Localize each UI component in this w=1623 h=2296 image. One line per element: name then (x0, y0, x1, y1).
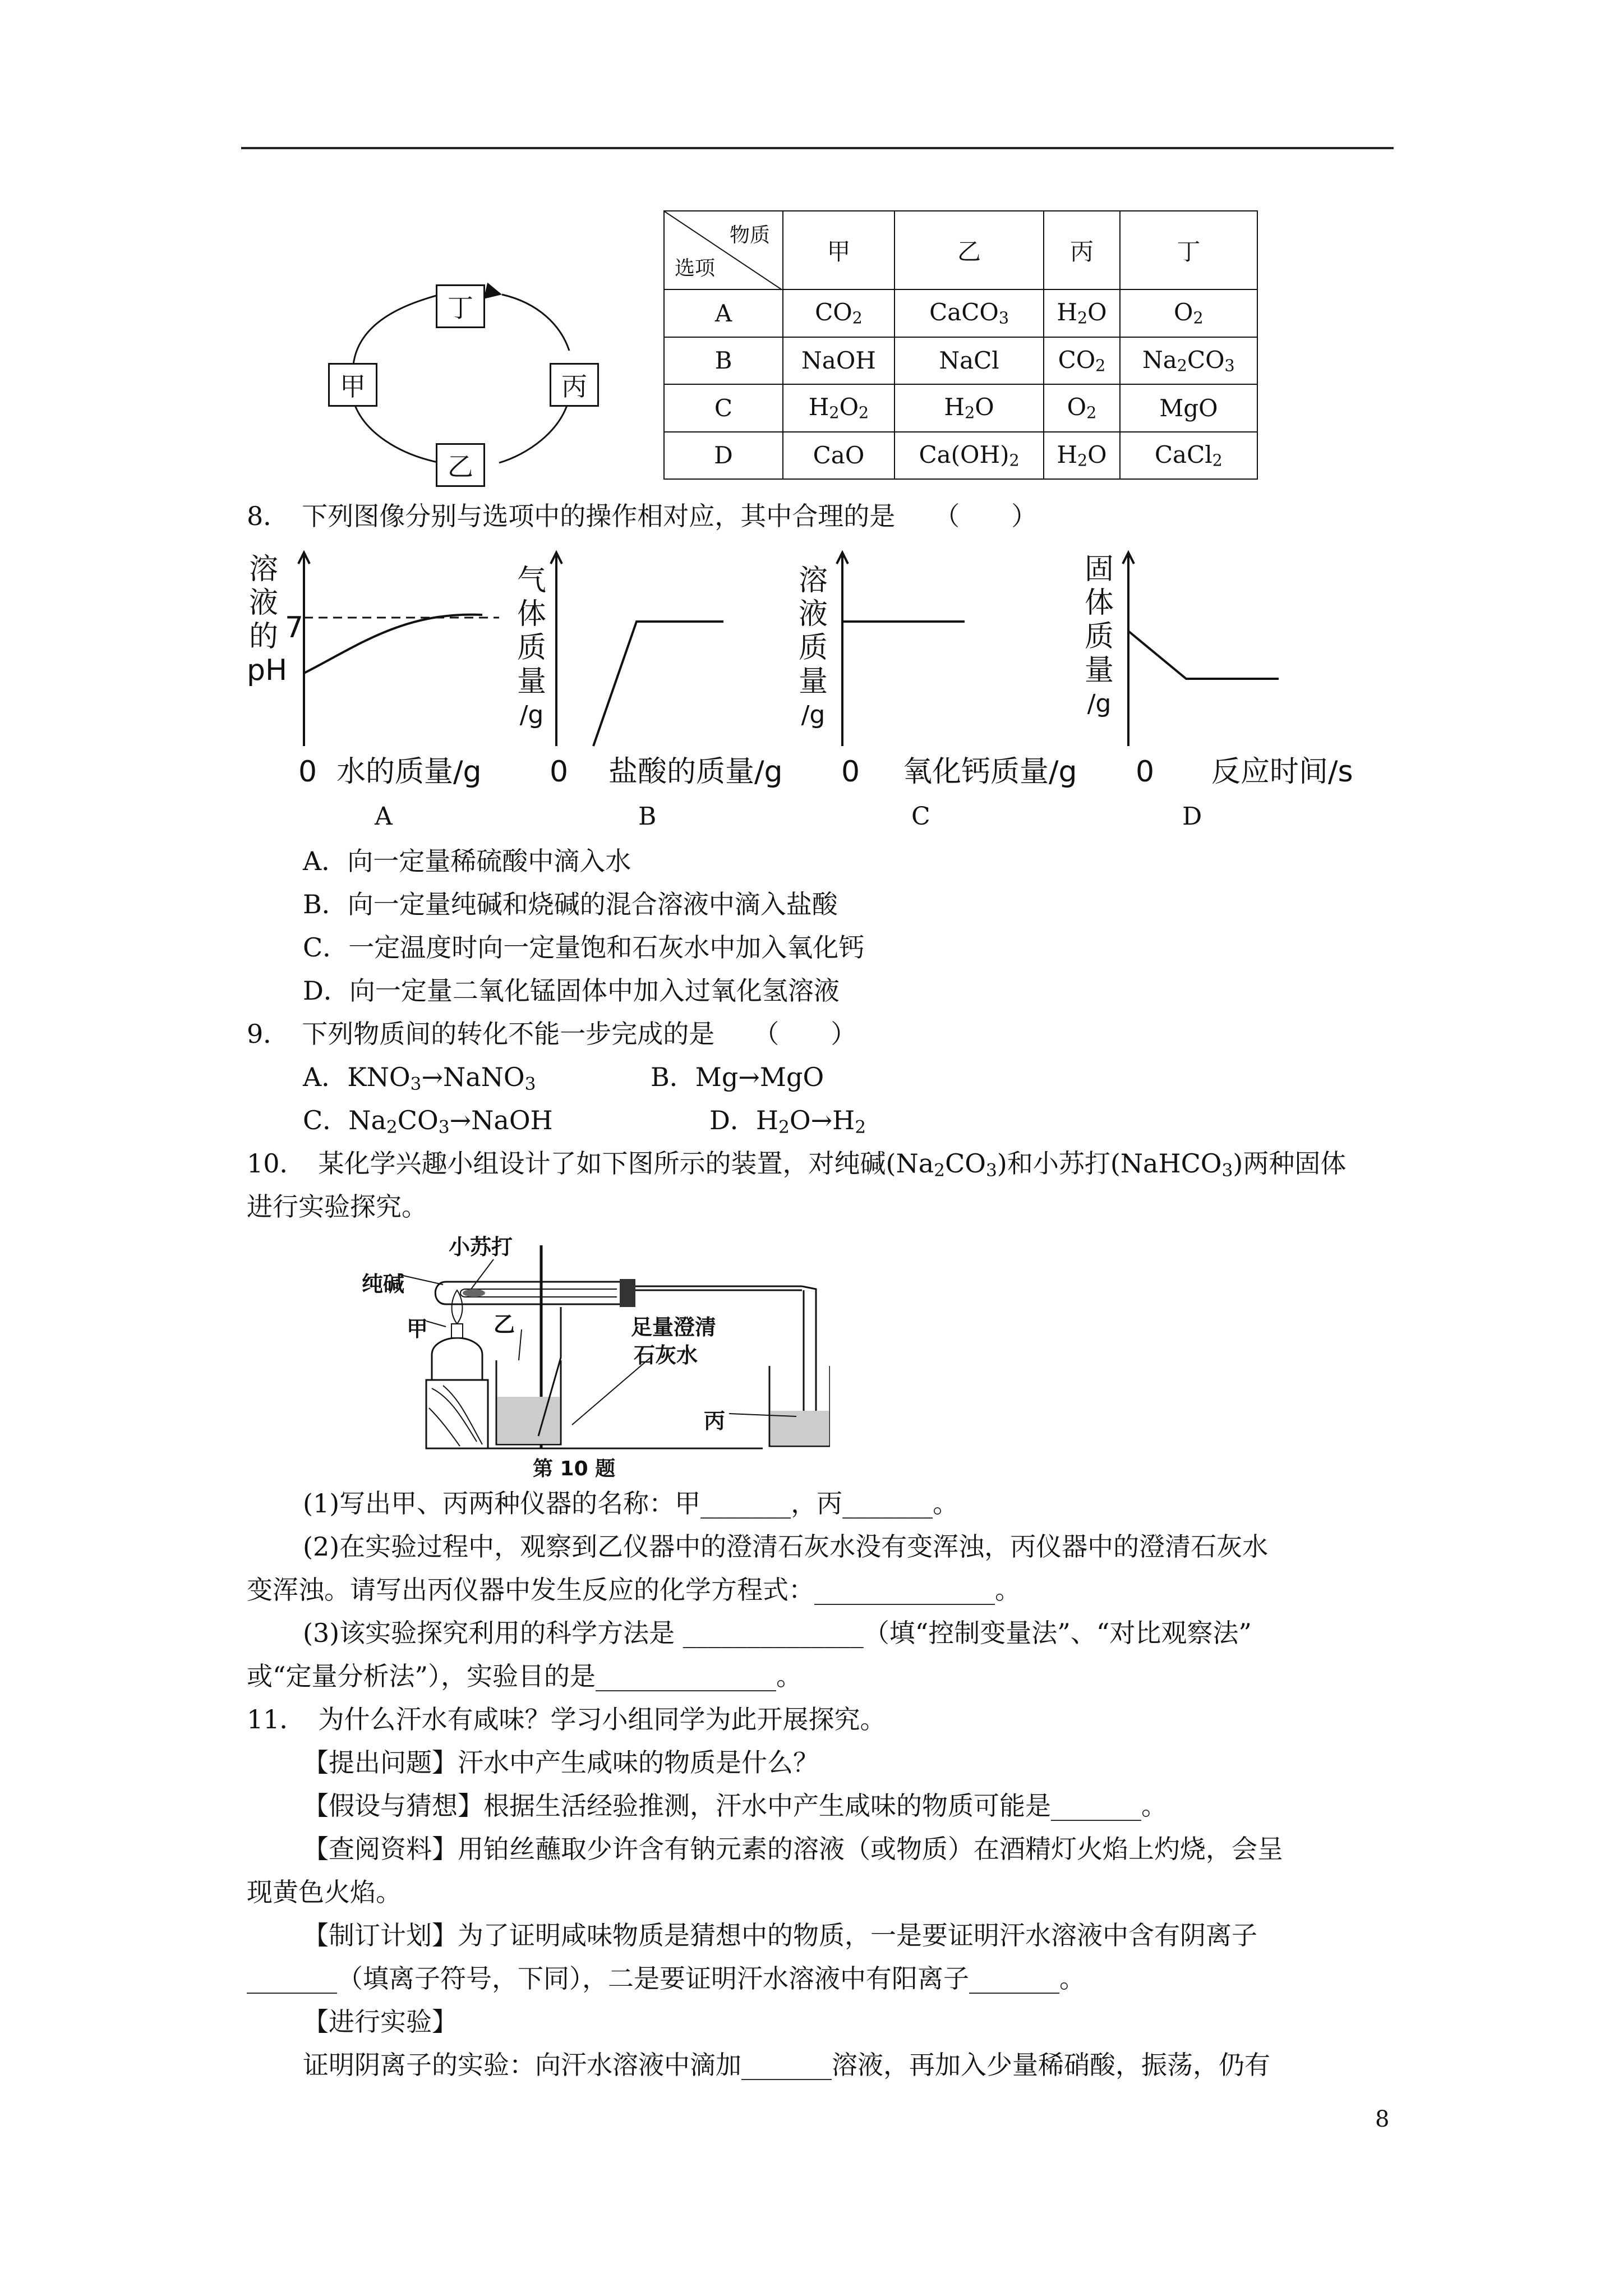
q10-part-3b: 或“定量分析法”），实验目的是______________。 (247, 1661, 803, 1691)
graph-d-origin: 0 (1136, 755, 1155, 789)
table-header-bottom: 选项 (675, 257, 716, 280)
graph-a-curve (304, 615, 482, 673)
label-yi: 乙 (494, 1312, 515, 1337)
table-cell: B (664, 337, 783, 385)
q11-line-5: 【制订计划】为了证明咸味物质是猜想中的物质，一是要证明汗水溶液中含有阴离子 (303, 1920, 1257, 1950)
table-cell: CaCl$_2$ (1120, 432, 1257, 480)
label-jia: 甲 (407, 1317, 428, 1341)
table-cell: A (664, 289, 783, 337)
options-table (663, 210, 1258, 480)
graph-c (830, 550, 1009, 752)
arrow-yi-bing (499, 398, 569, 463)
table-row (664, 384, 1257, 432)
table-col-header: 乙 (895, 211, 1044, 289)
graph-c-ylabel: 溶 液 质 量 /g (798, 564, 828, 729)
q10-part-2a: (2)在实验过程中，观察到乙仪器中的澄清石灰水没有变浑浊，丙仪器中的澄清石灰水 (303, 1531, 1269, 1562)
q10-part-1: (1)写出甲、丙两种仪器的名称：甲_______，丙_______。 (303, 1488, 959, 1519)
table-col-header: 丁 (1120, 211, 1257, 289)
arrow-bing-ding (502, 295, 569, 351)
q10-stem-2: 进行实验探究。 (247, 1191, 427, 1222)
graph-b-ylabel: 气 体 质 量 /g (517, 564, 546, 729)
q11-line-3: 【查阅资料】用铂丝蘸取少许含有钠元素的溶液（或物质）在酒精灯火焰上灼烧，会呈 (303, 1834, 1283, 1864)
table-cell: C (664, 384, 783, 432)
table-col-header: 丙 (1044, 211, 1120, 289)
table-header-diagonal (664, 211, 783, 289)
q11-line-2: 【假设与猜想】根据生活经验推测，汗水中产生咸味的物质可能是_______。 (303, 1791, 1167, 1821)
q11-line-4: 现黄色火焰。 (247, 1877, 402, 1907)
table-cell: $H_2O$ (895, 384, 1044, 432)
graph-a-tick-7: 7 (285, 611, 304, 645)
graph-a-xlabel: 水的质量/g (336, 755, 482, 789)
q8-option-d: D．向一定量二氧化锰固体中加入过氧化氢溶液 (303, 976, 840, 1006)
label-bing: 丙 (704, 1409, 726, 1433)
q8-option-b: B．向一定量纯碱和烧碱的混合溶液中滴入盐酸 (303, 889, 838, 919)
table-col-header: 甲 (783, 211, 895, 289)
table-cell: $O_2$ (1120, 289, 1257, 337)
table-cell: $CO_2$ (783, 289, 895, 337)
q9-option-a: A．$KNO_3\to NaNO_3$ (303, 1062, 536, 1094)
table-cell: $H_2O$ (1044, 432, 1120, 480)
graph-b-xlabel: 盐酸的质量/g (608, 755, 783, 789)
page-number: 8 (1375, 2106, 1390, 2132)
table-row (664, 432, 1257, 480)
graph-b-origin: 0 (550, 755, 569, 789)
table-cell: $H_2O$ (1044, 289, 1120, 337)
q9-stem: 9． 下列物质间的转化不能一步完成的是 （ ） (247, 1019, 857, 1049)
table-cell: $O_2$ (1044, 384, 1120, 432)
q11-line-1: 【提出问题】汗水中产生咸味的物质是什么？ (303, 1747, 819, 1778)
q11-line-7: 【进行实验】 (303, 2007, 458, 2037)
table-cell: D (664, 432, 783, 480)
graph-d-xlabel: 反应时间/s (1211, 755, 1353, 789)
table-cell: CaCO$_3$ (895, 289, 1044, 337)
label-chunjian: 纯碱 (362, 1272, 405, 1296)
table-cell: $Na_2CO_3$ (1120, 337, 1257, 385)
header-rule (241, 147, 1394, 149)
q10-part-3a: (3)该实验探究利用的科学方法是 ______________（填“控制变量法”、“对比观察法” (303, 1618, 1252, 1648)
graph-c-xlabel: 氧化钙质量/g (903, 755, 1077, 789)
graph-b-caption: B (638, 802, 657, 831)
arrow-yi-jia (354, 404, 440, 463)
graph-a-caption: A (375, 802, 393, 831)
q9-option-b: B．Mg→MgO (651, 1062, 824, 1092)
q11-line-8: 证明阴离子的实验：向汗水溶液中滴加_______溶液，再加入少量稀硝酸，振荡，仍有 (303, 2050, 1270, 2080)
table-row (664, 289, 1257, 337)
q8-stem: 8． 下列图像分别与选项中的操作相对应，其中合理的是 （ ） (247, 501, 1038, 531)
graph-d-curve (1128, 631, 1279, 679)
graph-d-ylabel: 固 体 质 量 /g (1084, 553, 1114, 718)
q9-option-d: D．$H_2O\to H_2$ (709, 1105, 866, 1138)
table-cell: $H_2O_2$ (783, 384, 895, 432)
cycle-node-bing: 丙 (550, 363, 599, 407)
apparatus-figure (393, 1228, 830, 1475)
graph-d-caption: D (1182, 802, 1202, 831)
label-qingshi-1: 足量澄清 (631, 1315, 717, 1340)
graph-b-curve (593, 622, 723, 746)
table-cell: $Ca(OH)_2$ (895, 432, 1044, 480)
graph-a-origin: 0 (298, 755, 317, 789)
graph-a-ylabel: 溶 液 的 pH (247, 553, 288, 687)
table-row (664, 337, 1257, 385)
q8-option-c: C．一定温度时向一定量饱和石灰水中加入氧化钙 (303, 932, 865, 963)
q10-stem-1: 10． 某化学兴趣小组设计了如下图所示的装置，对纯碱$(Na_2CO_3)$和小苏打(NaHCO$_3$)两种固体 (247, 1148, 1347, 1181)
table-cell: $CO_2$ (1044, 337, 1120, 385)
graph-a (292, 550, 516, 752)
q8-option-a: A．向一定量稀硫酸中滴入水 (303, 846, 631, 876)
label-xiaosuda: 小苏打 (449, 1235, 513, 1259)
q10-part-2b: 变浑浊。请写出丙仪器中发生反应的化学方程式：______________。 (247, 1575, 1021, 1605)
graph-b (544, 550, 735, 752)
graph-d (1116, 550, 1307, 752)
q11-stem: 11． 为什么汗水有咸味？学习小组同学为此开展探究。 (247, 1704, 886, 1734)
cycle-node-yi: 乙 (436, 443, 485, 487)
q9-option-c: C．$Na_2CO_3\to NaOH$ (303, 1105, 553, 1138)
graph-c-origin: 0 (841, 755, 860, 789)
table-cell: NaOH (783, 337, 895, 385)
table-header-top: 物质 (729, 224, 770, 247)
cycle-node-ding: 丁 (436, 284, 485, 328)
arrow-jia-ding (353, 295, 440, 365)
table-cell: MgO (1120, 384, 1257, 432)
table-cell: NaCl (895, 337, 1044, 385)
graph-c-caption: C (911, 802, 930, 831)
cycle-node-jia: 甲 (328, 363, 377, 407)
figure-caption: 第 10 题 (533, 1457, 616, 1480)
label-qingshi-2: 石灰水 (634, 1343, 698, 1368)
q11-line-6: _______（填离子符号，下同），二是要证明汗水溶液中有阳离子_______。 (247, 1963, 1085, 1994)
table-cell: CaO (783, 432, 895, 480)
